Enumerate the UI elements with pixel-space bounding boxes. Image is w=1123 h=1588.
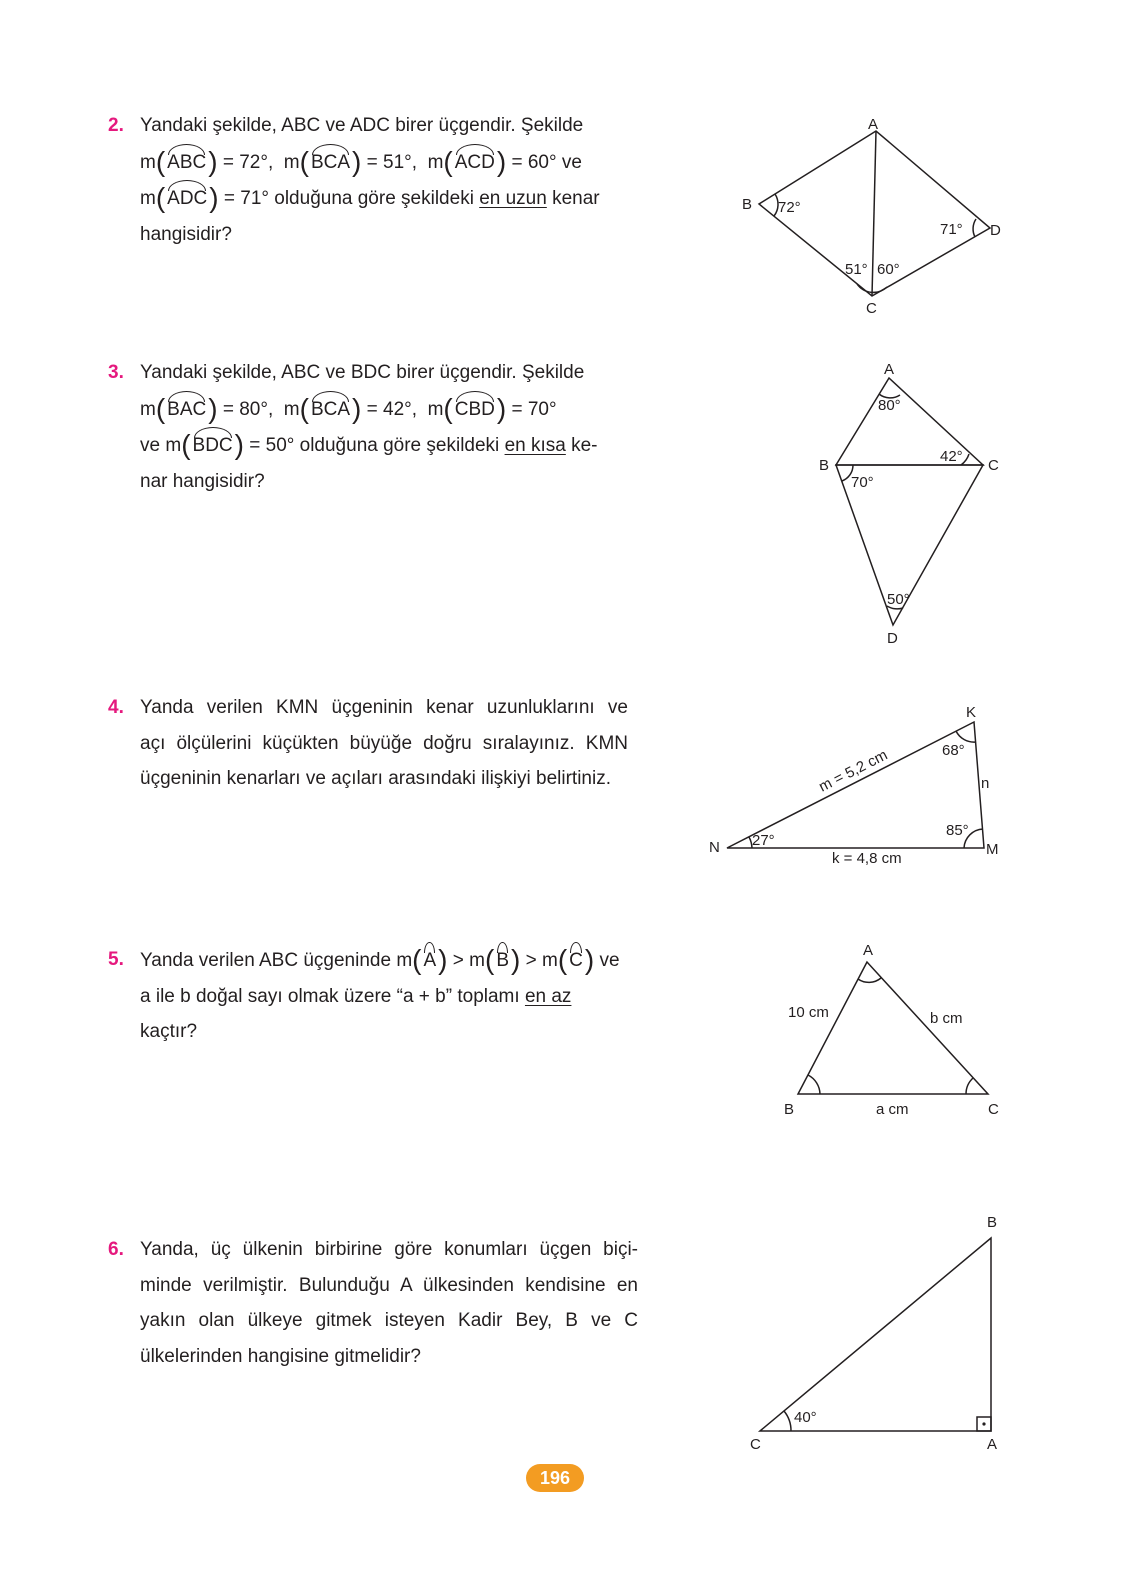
vertex-label-b: B (784, 1101, 795, 1118)
angle-notation: ACD (453, 145, 497, 181)
triangle-abc (798, 962, 988, 1094)
angle-arc-a (858, 978, 881, 982)
vertex-label-c: C (988, 457, 999, 474)
question-text-line: m( ADC) = 71° olduğuna göre şekildeki en uzun kenar (140, 180, 648, 217)
angle-label: 51° (845, 261, 868, 278)
vertex-label-d: D (887, 630, 898, 647)
angle-notation: BCA (309, 392, 352, 428)
angle-notation: CBD (453, 392, 497, 428)
angle-label: 50° (887, 591, 910, 608)
question-number: 4. (108, 697, 124, 718)
vertex-label-b: B (742, 196, 753, 213)
angle-label: 72° (778, 199, 801, 216)
angle-label: 70° (851, 474, 874, 491)
angle-label: 85° (946, 822, 969, 839)
angle-label: 42° (940, 448, 963, 465)
angle-notation: B (494, 943, 511, 979)
question-text-line: Yandaki şekilde, ABC ve ADC birer üçgendir. Şekilde (140, 115, 584, 136)
angle-arc-k (956, 731, 976, 742)
side-label: b cm (930, 1010, 963, 1027)
question-number: 6. (108, 1239, 124, 1260)
angle-notation: BDC (191, 428, 235, 464)
emphasis: en kısa (504, 435, 566, 456)
side-label: n (981, 775, 990, 792)
angle-label: 60° (877, 261, 900, 278)
right-angle-dot (982, 1422, 985, 1425)
vertex-label-c: C (750, 1436, 761, 1453)
vertex-label-a: A (868, 116, 879, 133)
angle-label: 27° (752, 832, 775, 849)
question-text-line: ve m( BDC) = 50° olduğuna göre şekildeki en kısa ke- (140, 427, 648, 464)
question-text-line: nar hangisidir? (140, 470, 265, 492)
vertex-label-a: A (863, 942, 874, 959)
question-text-line: Yandaki şekilde, ABC ve BDC birer üçgendir. Şekilde (140, 362, 585, 383)
vertex-label-n: N (709, 839, 720, 856)
question-text-line: Yanda, üç ülkenin birbirine göre konumları üçgen biçi- (140, 1239, 638, 1260)
figure-q3-quadrilateral (836, 378, 983, 625)
side-label: k = 4,8 cm (832, 850, 902, 867)
angle-notation: A (421, 943, 438, 979)
diagonal-ac (872, 131, 876, 296)
question-text-line: açı ölçülerini küçükten büyüğe doğru sıralayınız. KMN (140, 732, 628, 754)
question-text-line: ülkelerinden hangisine gitmelidir? (140, 1345, 421, 1367)
side-label: 10 cm (788, 1004, 829, 1021)
question-text-line: üçgeninin kenarları ve açıları arasındaki ilişkiyi belirtiniz. (140, 768, 611, 789)
question-text-line: Yanda verilen ABC üçgeninde m( A) > m( B) > m( C) ve (140, 942, 648, 979)
question-text-line: Yanda verilen KMN üçgeninin kenar uzunluklarını ve (140, 697, 628, 718)
side-label: a cm (876, 1101, 909, 1118)
vertex-label-a: A (987, 1436, 998, 1453)
page-number-badge: 196 (526, 1464, 584, 1492)
question-text-line: m( ABC) = 72°, m( BCA) = 51°, m( ACD) = 60° ve (140, 144, 648, 181)
figure-q6-triangle (760, 1238, 991, 1431)
side-label: m = 5,2 cm (816, 746, 891, 796)
vertex-label-b: B (819, 457, 830, 474)
question-text-line: kaçtır? (140, 1021, 198, 1042)
emphasis: en az (524, 985, 572, 1007)
vertex-label-d: D (990, 222, 1001, 239)
question-text-line: a ile b doğal sayı olmak üzere “a + b” toplamı en az (140, 985, 572, 1007)
angle-label: 40° (794, 1409, 817, 1426)
question-text-line: minde verilmiştir. Bulunduğu A ülkesinden kendisine en (140, 1274, 638, 1296)
figure-q5-triangle (798, 962, 988, 1094)
angle-arc-d (973, 219, 976, 237)
angle-notation: BAC (165, 392, 208, 428)
angle-notation: ABC (165, 145, 208, 181)
angle-notation: BCA (309, 145, 352, 181)
triangle-abc (760, 1238, 991, 1431)
question-number: 3. (108, 362, 124, 383)
angle-label: 80° (878, 397, 901, 414)
angle-label: 71° (940, 221, 963, 238)
vertex-label-m: M (986, 841, 999, 858)
vertex-label-b: B (987, 1214, 998, 1231)
question-text-line: hangisidir? (140, 223, 232, 245)
vertex-label-c: C (866, 300, 877, 317)
question-number: 2. (108, 115, 124, 136)
angle-notation: C (567, 943, 585, 979)
vertex-label-c: C (988, 1101, 999, 1118)
angle-notation: ADC (165, 181, 209, 217)
vertex-label-a: A (884, 361, 895, 378)
question-text-line: yakın olan ülkeye gitmek isteyen Kadir Bey, B ve C (140, 1310, 638, 1331)
angle-arc-c (966, 1078, 973, 1094)
emphasis: en uzun (479, 188, 547, 209)
angle-label: 68° (942, 742, 965, 759)
angle-arc-c (784, 1411, 791, 1431)
vertex-label-k: K (966, 704, 977, 721)
question-number: 5. (108, 949, 124, 970)
question-text-line: m( BAC) = 80°, m( BCA) = 42°, m( CBD) = 70° (140, 391, 648, 428)
angle-arc-b (808, 1075, 820, 1094)
